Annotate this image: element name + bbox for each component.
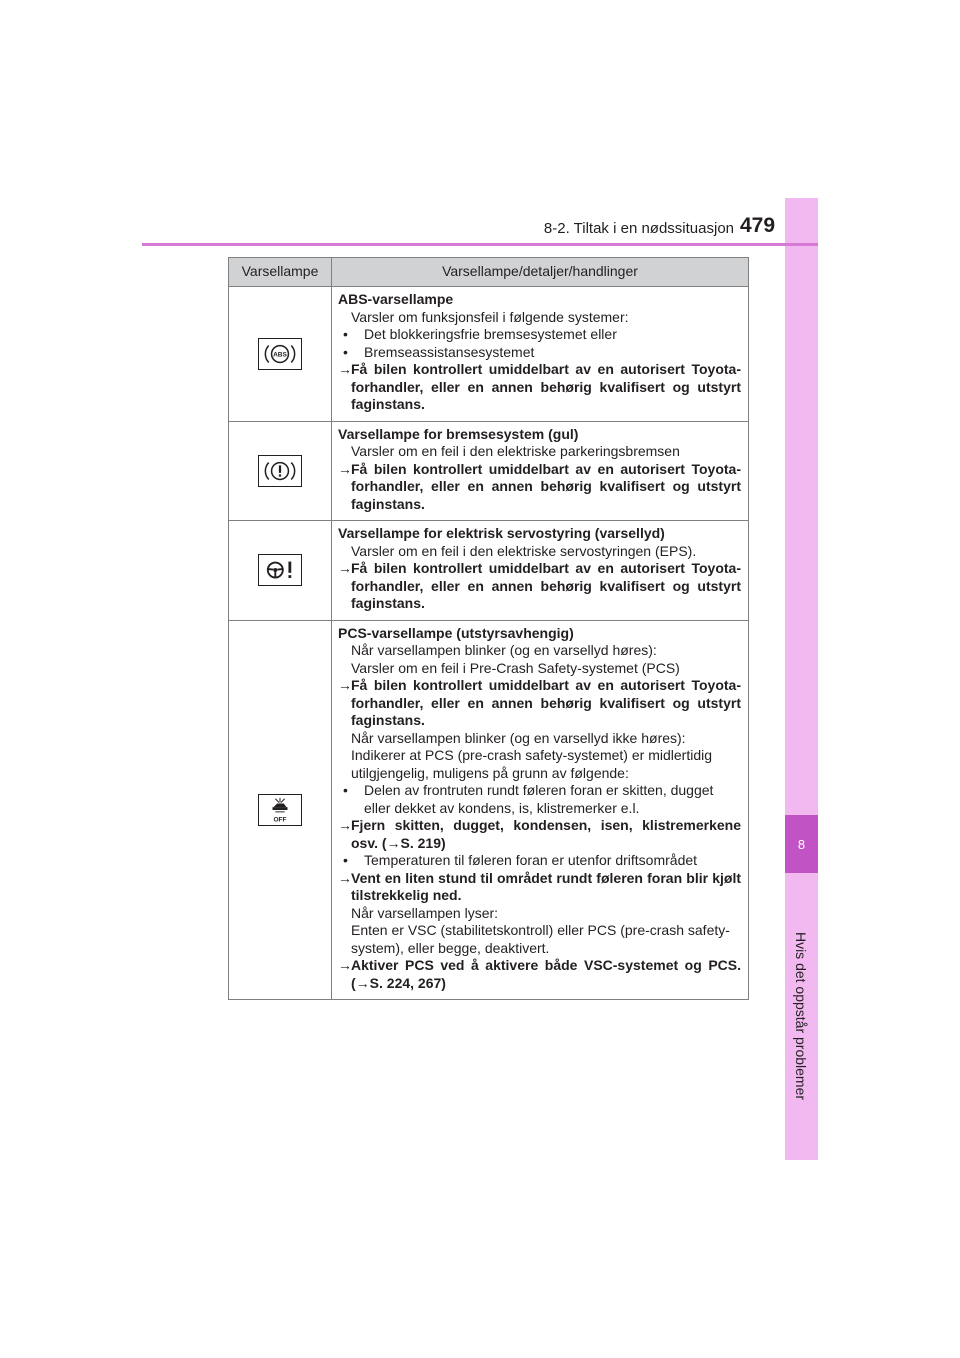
power-steering-warning-icon <box>258 554 302 586</box>
table-row <box>229 421 749 521</box>
column-header-lamp: Varsellampe <box>229 258 332 287</box>
table-row <box>229 521 749 621</box>
row-description: Varsler om en feil i den elektriske parkeringsbremsen <box>351 443 680 459</box>
case-label: Når varsellampen blinker (og en varsellyd ikke høres): <box>351 729 686 746</box>
abs-icon-text: ABS <box>273 351 287 359</box>
details-cell <box>332 620 749 1000</box>
action-text: → Vent en liten stund til området rundt føleren foran blir kjølt tilstrekkelig ned. <box>338 870 741 905</box>
case-description: Enten er VSC (stabilitetskontroll) eller PCS (pre-crash safety-system), eller begge, deaktivert. <box>351 922 730 956</box>
action-text: → Få bilen kontrollert umiddelbart av en autorisert Toyota-forhandler, eller en annen behørig kvalifisert og utstyrt faginstans. <box>338 361 741 414</box>
table-header-row <box>229 258 749 287</box>
brake-system-warning-icon <box>258 455 302 487</box>
action-text: → Få bilen kontrollert umiddelbart av en autorisert Toyota-forhandler, eller en annen behørig kvalifisert og utstyrt faginstans. <box>338 677 741 730</box>
action-text: → Få bilen kontrollert umiddelbart av en autorisert Toyota-forhandler, eller en annen behørig kvalifisert og utstyrt faginstans. <box>338 560 741 613</box>
case-label: Når varsellampen lyser: <box>351 904 499 921</box>
warning-lights-table <box>228 257 749 1000</box>
pcs-off-icon-text: OFF <box>273 816 287 823</box>
icon-cell <box>229 421 332 521</box>
table-row <box>229 620 749 1000</box>
chapter-number-tab[interactable] <box>785 815 818 873</box>
section-title: 8-2. Tiltak i en nødssituasjon <box>543 220 734 237</box>
icon-cell <box>229 287 332 422</box>
bullet-item: • Bremseassistansesystemet <box>338 344 741 362</box>
abs-warning-light-icon <box>258 338 302 370</box>
table-row <box>229 287 749 422</box>
action-text: → Aktiver PCS ved å aktivere både VSC-systemet og PCS. (→S. 224, 267) <box>338 957 741 992</box>
header-rule <box>142 243 818 246</box>
case-label: Når varsellampen blinker (og en varsellyd høres): <box>351 642 657 658</box>
chapter-title: Hvis det oppstår problemer <box>793 931 809 1101</box>
column-header-details: Varsellampe/detaljer/handlinger <box>332 258 749 287</box>
chapter-number: 8 <box>797 836 806 852</box>
page-number: 479 <box>740 214 776 237</box>
row-description: Varsler om funksjonsfeil i følgende systemer: <box>351 308 629 325</box>
bullet-item: • Det blokkeringsfrie bremsesystemet eller <box>338 326 741 344</box>
row-title: PCS-varsellampe (utstyrsavhengig) <box>338 624 574 641</box>
row-title: Varsellampe for elektrisk servostyring (varsellyd) <box>338 525 665 541</box>
row-description: Varsler om en feil i den elektriske servostyringen (EPS). <box>351 542 697 559</box>
action-text: → Få bilen kontrollert umiddelbart av en autorisert Toyota-forhandler, eller en annen behørig kvalifisert og utstyrt faginstans. <box>338 461 741 514</box>
case-description: Varsler om en feil i Pre-Crash Safety-systemet (PCS) <box>351 659 680 676</box>
details-cell <box>332 421 749 521</box>
case-description: Indikerer at PCS (pre-crash safety-systemet) er midlertidig utilgjengelig, muligens på grunn av følgende: <box>351 747 712 781</box>
details-cell <box>332 287 749 422</box>
details-cell <box>332 521 749 621</box>
row-title: ABS-varsellampe <box>338 291 454 307</box>
icon-cell <box>229 620 332 1000</box>
pcs-off-warning-icon <box>258 794 302 826</box>
bullet-item: • Delen av frontruten rundt føleren foran er skitten, dugget eller dekket av kondens, is, klistremerker e.l. <box>338 782 741 817</box>
action-text: → Fjern skitten, dugget, kondensen, isen, klistremerkene osv. (→S. 219) <box>338 817 741 852</box>
icon-cell <box>229 521 332 621</box>
row-title: Varsellampe for bremsesystem (gul) <box>338 425 579 442</box>
bullet-item: • Temperaturen til føleren foran er utenfor driftsområdet <box>338 852 741 870</box>
chapter-tab-top <box>785 198 818 815</box>
